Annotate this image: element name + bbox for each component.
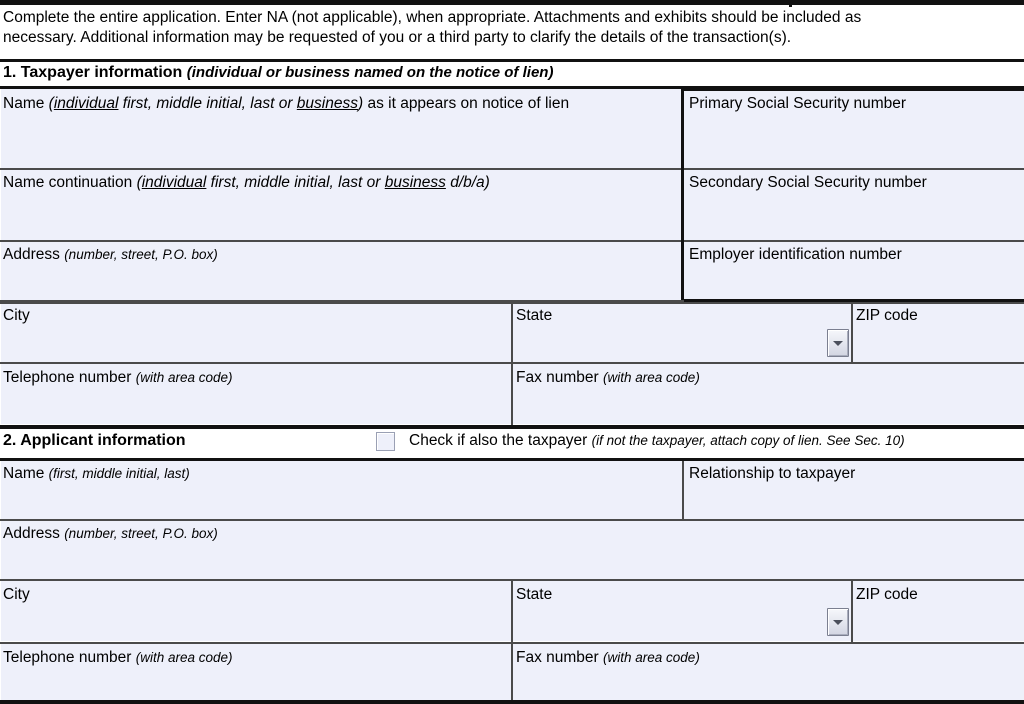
- taxpayer-name-label: [3, 95, 569, 113]
- name-continuation-underline-business: business: [384, 174, 446, 191]
- secondary-ssn-label: Secondary Social Security number: [689, 174, 927, 191]
- applicant-relationship-label: Relationship to taxpayer: [689, 465, 856, 482]
- employer-identification-number-label: Employer identification number: [689, 246, 902, 263]
- applicant-telephone-hint: (with area code): [135, 650, 233, 665]
- chevron-down-icon: [833, 341, 843, 346]
- name-continuation-paren-close: ): [484, 174, 490, 191]
- taxpayer-name-label-pre: Name: [3, 95, 49, 112]
- name-continuation-post: d/b/a: [445, 174, 485, 191]
- taxpayer-name-continuation-label: [3, 174, 490, 192]
- applicant-fax-hint: (with area code): [603, 650, 700, 665]
- applicant-address-label-text: Address: [3, 525, 60, 542]
- taxpayer-name-paren-close: ): [357, 95, 364, 112]
- intro-line-1: Complete the entire application. Enter NA (not applicable), when appropriate. Attachments and exhibits should be included as: [3, 9, 862, 26]
- check-if-also-taxpayer-label: [409, 432, 905, 450]
- section2-title: Applicant information: [20, 432, 186, 449]
- intro-paragraph: [3, 8, 1018, 48]
- applicant-zip-label: ZIP code: [856, 586, 918, 603]
- check-if-also-taxpayer-label-text: Check if also the taxpayer: [409, 432, 588, 449]
- applicant-fax-label-text: Fax number: [516, 649, 599, 666]
- taxpayer-name-or: or: [274, 95, 297, 112]
- applicant-state-select[interactable]: [513, 581, 851, 641]
- applicant-address-hint: (number, street, P.O. box): [64, 526, 218, 541]
- check-if-also-taxpayer-hint: (if not the taxpayer, attach copy of lien. See Sec. 10): [591, 433, 905, 448]
- applicant-name-label-text: Name: [3, 465, 45, 482]
- applicant-name-label: [3, 465, 190, 483]
- applicant-fax-label: [516, 649, 700, 667]
- section2-number: 2.: [3, 432, 17, 449]
- taxpayer-fax-hint: (with area code): [603, 370, 700, 385]
- taxpayer-name-paren-open: (: [48, 95, 54, 112]
- bottom-border-rule: [0, 700, 1024, 704]
- top-border-rule: [0, 0, 1024, 5]
- applicant-state-label: State: [516, 586, 553, 603]
- section1-subtitle: (individual or business named on the notice of lien): [186, 64, 554, 81]
- section1-title: Taxpayer information: [20, 64, 183, 81]
- taxpayer-state-label: State: [516, 307, 553, 324]
- taxpayer-city-label: City: [3, 307, 30, 324]
- top-border-tick: [789, 0, 792, 7]
- section2-heading: [3, 432, 186, 450]
- name-continuation-underline-individual: individual: [141, 174, 207, 191]
- taxpayer-name-mid: first, middle initial, last: [118, 95, 275, 112]
- applicant-city-label: City: [3, 586, 30, 603]
- taxpayer-telephone-hint: (with area code): [135, 370, 233, 385]
- applicant-telephone-label-text: Telephone number: [3, 649, 132, 666]
- taxpayer-address-label-text: Address: [3, 246, 60, 263]
- intro-line-2: necessary. Additional information may be requested of you or a third party to clarify the details of the transaction(s).: [3, 29, 792, 46]
- applicant-name-hint: (first, middle initial, last): [48, 466, 190, 481]
- section1-top-rule: [0, 59, 1024, 62]
- taxpayer-state-dropdown-button[interactable]: [827, 329, 849, 357]
- taxpayer-state-select[interactable]: [513, 304, 851, 362]
- taxpayer-fax-label-text: Fax number: [516, 369, 599, 386]
- taxpayer-address-hint: (number, street, P.O. box): [64, 247, 218, 262]
- name-continuation-or: or: [362, 174, 385, 191]
- taxpayer-zip-label: ZIP code: [856, 307, 918, 324]
- taxpayer-name-label-post: as it appears on notice of lien: [363, 95, 570, 112]
- section1-heading: [3, 64, 553, 82]
- section2-top-rule: [0, 425, 1024, 429]
- primary-ssn-label: Primary Social Security number: [689, 95, 907, 112]
- section1-number: 1.: [3, 64, 17, 81]
- name-continuation-pre: Name continuation: [3, 174, 137, 191]
- ssn-ein-focus-outline: [681, 88, 1024, 302]
- name-continuation-mid: first, middle initial, last: [206, 174, 363, 191]
- taxpayer-name-underline-individual: individual: [53, 95, 119, 112]
- applicant-address-label: [3, 525, 218, 543]
- check-if-also-taxpayer-checkbox[interactable]: [376, 432, 395, 451]
- applicant-state-dropdown-button[interactable]: [827, 608, 849, 636]
- taxpayer-telephone-label: [3, 369, 233, 387]
- applicant-city-input[interactable]: [1, 581, 511, 641]
- taxpayer-fax-label: [516, 369, 700, 387]
- applicant-telephone-label: [3, 649, 233, 667]
- taxpayer-address-label: [3, 246, 218, 264]
- taxpayer-telephone-label-text: Telephone number: [3, 369, 132, 386]
- name-continuation-paren-open: (: [136, 174, 142, 191]
- taxpayer-city-input[interactable]: [1, 304, 511, 362]
- taxpayer-name-underline-business: business: [296, 95, 358, 112]
- chevron-down-icon: [833, 620, 843, 625]
